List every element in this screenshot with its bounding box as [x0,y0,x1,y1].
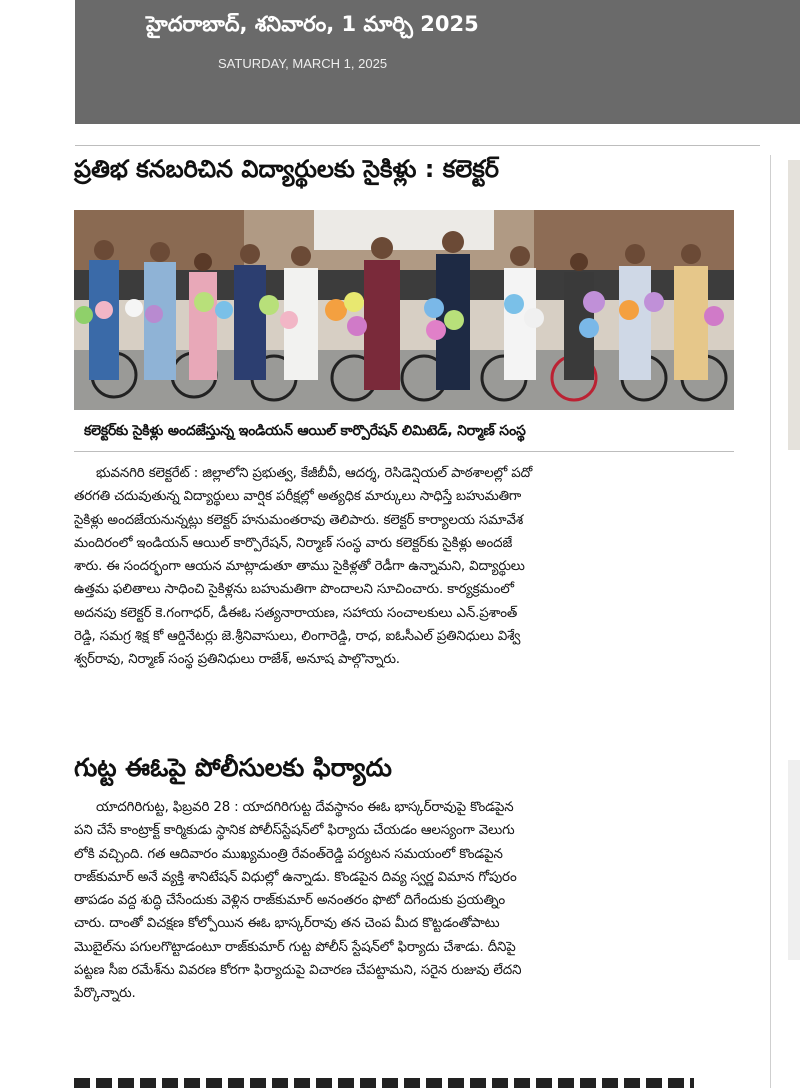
article1-line: మందిరంలో ఇండియన్ ఆయిల్ కార్పొరేషన్, నిర్మాణ్ సంస్థ వారు కలెక్టర్‌కు సైకిళ్లు అందజే [74,535,513,551]
adjacent-column-edge [788,760,800,960]
article1-headline: ప్రతిభ కనబరిచిన విద్యార్థులకు సైకిళ్లు : కలెక్టర్ [74,155,500,183]
article1-line: ఉత్తమ ఫలితాలు సాధించి సైకిళ్లను బహుమతిగా పొందాలని సూచించారు. కార్యక్రమంలో [74,582,514,598]
article1-line: తరగతి చదువుతున్న విద్యార్థులు వార్షిక పరీక్షల్లో అత్యధిక మార్కులు సాధిస్తే బహుమతిగా [74,489,522,505]
article1-photo [74,210,734,410]
article2-line: పని చేసే కాంట్రాక్ట్ కార్మికుడు స్థానిక పోలీస్‌స్టేషన్‌లో ఫిర్యాదు చేయడం ఆలస్యంగా వెలుగు [74,823,515,839]
column-divider [770,155,771,1088]
article2-line: పట్టణ సీఐ రమేశ్‌ను వివరణ కోరగా ఫిర్యాదుపై విచారణ చేపట్టామని, సరైన రుజువు లేదని [74,963,522,979]
article1-line: అదనపు కలెక్టర్ కె.గంగాధర్, డీఈఓ సత్యనారాయణ, సహాయ సంచాలకులు ఎన్.ప్రశాంత్ [74,605,518,621]
article1-line: సైకిళ్లు అందజేయనున్నట్లు కలెక్టర్ హనుమంతరావు తెలిపారు. కలెక్టర్ కార్యాలయ సమావేశ [74,512,524,528]
article1-body [74,462,736,672]
article2-line: చారు. దాంతో విచక్షణ కోల్పోయిన ఈఓ భాస్కర్‌రావు తన చెంప మీద కొట్టడంతోపాటు [74,916,500,932]
article2-headline: గుట్ట ఈఓపై పోలీసులకు ఫిర్యాదు [74,753,392,782]
photo-caption: కలెక్టర్‌కు సైకిళ్లు అందజేస్తున్న ఇండియన్ ఆయిల్ కార్పొరేషన్ లిమిటెడ్, నిర్మాణ్ సంస్థ [84,423,526,439]
cycle-distribution-photo [74,210,734,410]
caption-divider [74,451,734,452]
article2-line: మొబైల్‌ను పగులగొట్టాడంటూ రాజ్‌కుమార్ గుట్ట పోలీస్ స్టేషన్‌లో ఫిర్యాదు చేశాడు. దీనిపై [74,939,516,955]
article2-line: తాపడం వద్ద శుద్ధి చేసేందుకు వెళ్లిన రాజ్‌కుమార్ అనంతరం ఫొటో దిగేందుకు ప్రయత్నిం [74,893,505,909]
masthead-telugu-date: హైదరాబాద్, శనివారం, 1 మార్చి 2025 [146,12,479,36]
masthead-english-date: SATURDAY, MARCH 1, 2025 [218,56,388,71]
article1-line: రెడ్డి, సమగ్ర శిక్ష కో ఆర్డినేటర్లు జె.శ్రీనివాసులు, లింగారెడ్డి, రాధ, ఐఓసీఎల్ ప్రతినిధులు విశ్వే [74,629,521,645]
next-headline-cut-off [74,1078,694,1088]
article1-line: శ్వర్‌రావు, నిర్మాణ్ సంస్థ ప్రతినిధులు రాజేశ్, అనూష పాల్గొన్నారు. [74,652,400,668]
article1-line: శారు. ఈ సందర్భంగా ఆయన మాట్లాడుతూ తాము సైకిళ్లతో రెడీగా ఉన్నామని, విద్యార్థులు [74,559,525,575]
article2-line: యాదగిరిగుట్ట, ఫిబ్రవరి 28 : యాదగిరిగుట్ట దేవస్థానం ఈఓ భాస్కర్‌రావుపై కొండపైన [96,800,514,815]
article2-line: పేర్కొన్నారు. [74,986,136,1002]
article2-line: లోకి వచ్చింది. గత ఆదివారం ముఖ్యమంత్రి రేవంత్‌రెడ్డి పర్యటన సమయంలో కొండపైన [74,846,503,862]
adjacent-column-photo-edge [788,160,800,450]
article1-line: భువనగిరి కలెక్టరేట్ : జిల్లాలోని ప్రభుత్వ, కేజీబీవీ, ఆదర్శ, రెసిడెన్షియల్ పాఠశాలల్లో పదో [96,466,533,481]
article2-line: రాజ్‌కుమార్ అనే వ్యక్తి శానిటేషన్ విధుల్లో ఉన్నాడు. కొండపైన దివ్య స్వర్ణ విమాన గోపురం [74,869,517,885]
top-divider [75,145,760,146]
article2-body [74,796,736,1006]
